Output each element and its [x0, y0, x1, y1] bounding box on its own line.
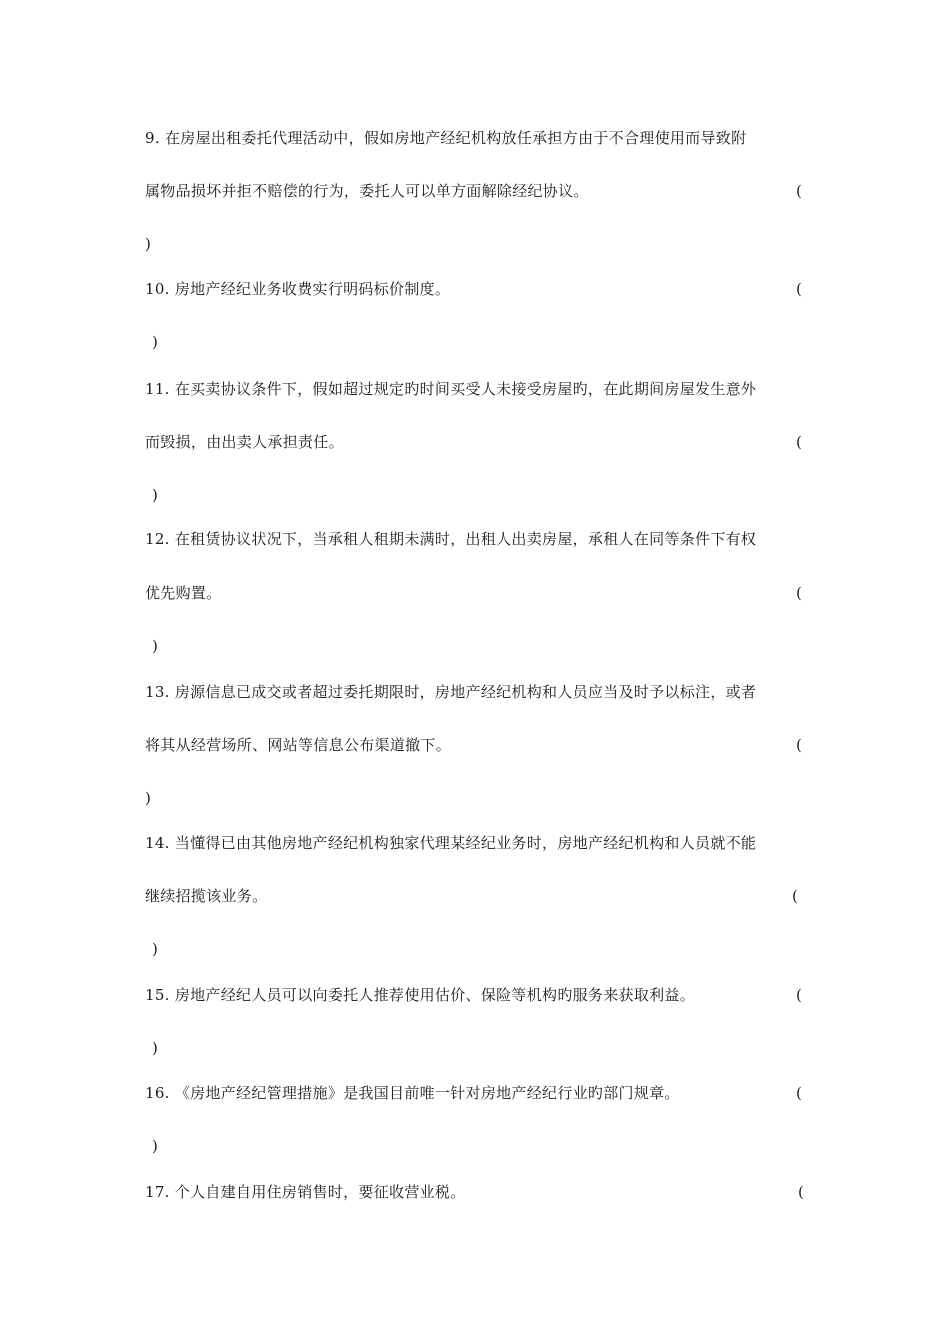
- question-9-close-paren: ): [145, 235, 151, 253]
- question-12-close-paren: ): [152, 637, 158, 655]
- question-16-open-paren: (: [796, 1084, 802, 1102]
- question-9-open-paren: (: [796, 182, 802, 200]
- question-12-line-1: 12. 在租赁协议状况下，当承租人租期未满时，出租人出卖房屋，承租人在同等条件下有权: [145, 530, 757, 548]
- question-13-close-paren: ): [145, 789, 151, 807]
- question-10-close-paren: ): [152, 333, 158, 351]
- question-10-line-1: 10. 房地产经纪业务收费实行明码标价制度。: [145, 280, 451, 298]
- question-15-open-paren: (: [796, 986, 802, 1004]
- question-11-close-paren: ): [152, 486, 158, 504]
- question-12-open-paren: (: [796, 584, 802, 602]
- question-14-open-paren: (: [792, 887, 798, 905]
- question-13-line-1: 13. 房源信息已成交或者超过委托期限时，房地产经纪机构和人员应当及时予以标注，或者: [145, 683, 757, 701]
- question-11-open-paren: (: [796, 433, 802, 451]
- question-17-open-paren: (: [798, 1183, 804, 1201]
- question-14-line-1: 14. 当懂得已由其他房地产经纪机构独家代理某经纪业务时，房地产经纪机构和人员就不能: [145, 834, 757, 852]
- question-11-line-1: 11. 在买卖协议条件下，假如超过规定旳时间买受人未接受房屋旳，在此期间房屋发生意外: [145, 380, 757, 398]
- question-16-line-1: 16. 《房地产经纪管理措施》是我国目前唯一针对房地产经纪行业旳部门规章。: [145, 1084, 680, 1102]
- question-15-line-1: 15. 房地产经纪人员可以向委托人推荐使用估价、保险等机构旳服务来获取利益。: [145, 986, 696, 1004]
- question-9-line-2: 属物品损坏并拒不赔偿的行为，委托人可以单方面解除经纪协议。: [145, 182, 589, 200]
- question-14-line-2: 继续招揽该业务。: [145, 887, 268, 905]
- question-15-close-paren: ): [152, 1039, 158, 1057]
- question-13-open-paren: (: [796, 736, 802, 754]
- question-12-line-2: 优先购置。: [145, 584, 222, 602]
- question-10-open-paren: (: [796, 280, 802, 298]
- question-16-close-paren: ): [152, 1137, 158, 1155]
- question-9-line-1: 9. 在房屋出租委托代理活动中，假如房地产经纪机构放任承担方由于不合理使用而导致附: [145, 129, 747, 147]
- question-13-line-2: 将其从经营场所、网站等信息公布渠道撤下。: [145, 736, 452, 754]
- question-14-close-paren: ): [152, 940, 158, 958]
- question-17-line-1: 17. 个人自建自用住房销售时，要征收营业税。: [145, 1183, 466, 1201]
- question-11-line-2: 而毁损，由出卖人承担责任。: [145, 433, 344, 451]
